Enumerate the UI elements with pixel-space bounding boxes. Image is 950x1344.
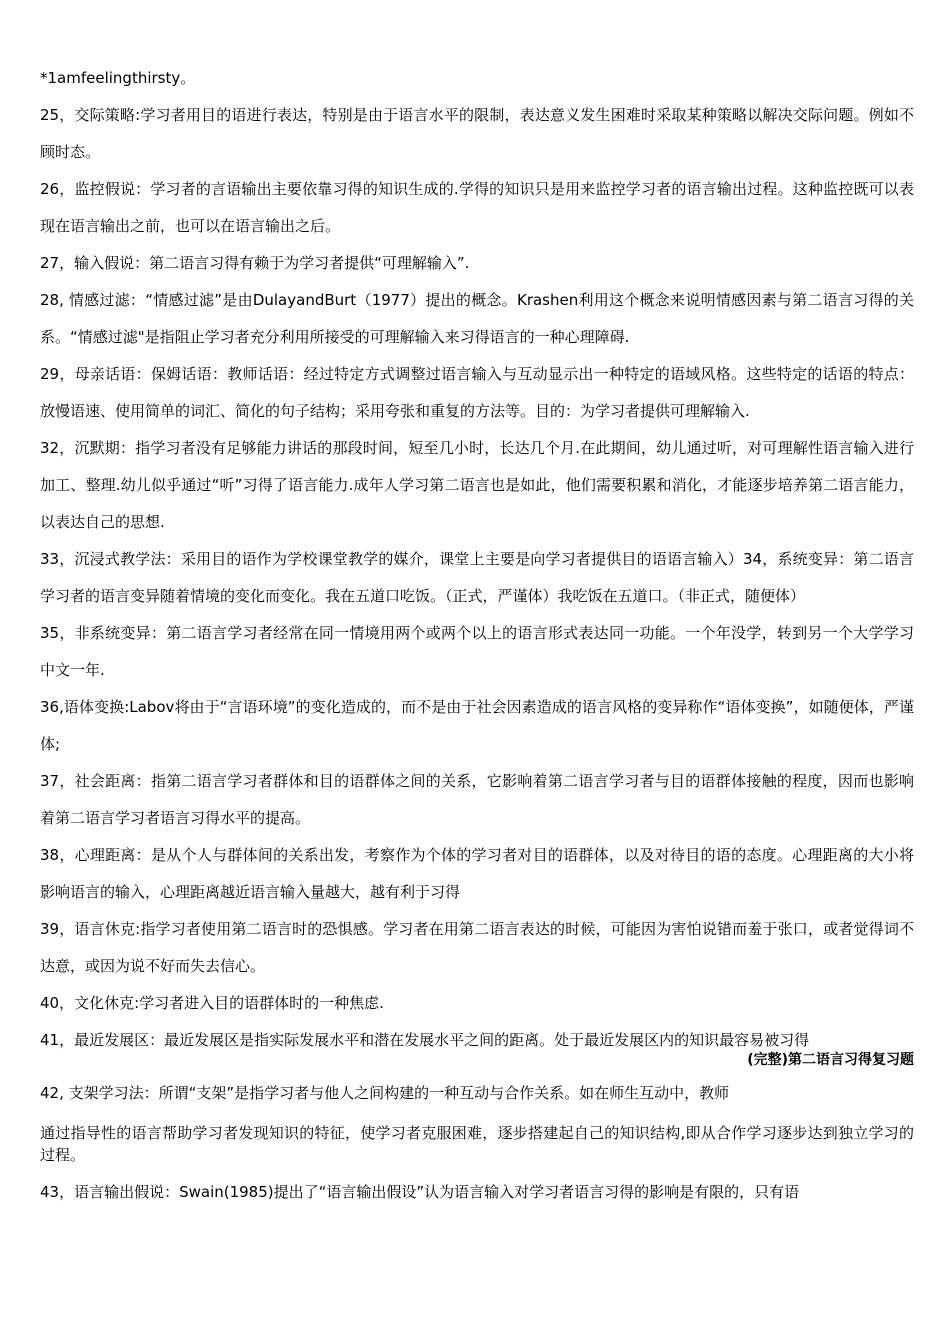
paragraph-25-communication-strategy: 25，交际策略:学习者用目的语进行表达，特别是由于语言水平的限制，表达意义发生困难时采取某种策略以解决交际问题。例如不顾时态。 <box>40 106 914 161</box>
paragraph-28-affective-filter: 28, 情感过滤：“情感过滤”是由DulayandBurt（1977）提出的概念。Krashen利用这个概念来说明情感因素与第二语言习得的关系。“情感过滤"是指阻止学习者充分利用所接受的可理解输入来习得语言的一种心理障碍. <box>40 291 914 346</box>
paragraph-29-caretaker-speech: 29，母亲话语：保姆话语：教师话语：经过特定方式调整过语言输入与互动显示出一种特定的语域风格。这些特定的话语的特点：放慢语速、使用简单的词汇、简化的句子结构；采用夸张和重复的方法等。目的：为学习者提供可理解输入. <box>40 365 914 420</box>
paragraph-42-continuation: 通过指导性的语言帮助学习者发现知识的特征，使学习者克服困难，逐步搭建起自己的知识结构,即从合作学习逐步达到独立学习的过程。 <box>40 1124 914 1164</box>
paragraph-40-culture-shock: 40，文化休克:学习者进入目的语群体时的一种焦虑. <box>40 994 384 1012</box>
paragraph-39-language-shock: 39，语言休克:指学习者使用第二语言时的恐惧感。学习者在用第二语言表达的时候，可能因为害怕说错而羞于张口，或者觉得词不达意，或因为说不好而失去信心。 <box>40 920 914 975</box>
paragraph-26-monitor-hypothesis: 26，监控假说：学习者的言语输出主要依靠习得的知识生成的.学得的知识只是用来监控学习者的语言输出过程。这种监控既可以表现在语言输出之前，也可以在语言输出之后。 <box>40 180 914 235</box>
paragraph-43-output-hypothesis: 43，语言输出假说：Swain(1985)提出了“语言输出假设”认为语言输入对学习者语言习得的影响是有限的，只有语 <box>40 1183 800 1201</box>
paragraph-42-scaffolding: 42, 支架学习法：所谓“支架”是指学习者与他人之间构建的一种互动与合作关系。如在师生互动中，教师 <box>40 1084 730 1102</box>
paragraph-37-social-distance: 37，社会距离：指第二语言学习者群体和目的语群体之间的关系，它影响着第二语言学习者与目的语群体接触的程度，因而也影响着第二语言学习者语言习得水平的提高。 <box>40 772 914 827</box>
paragraph-27-input-hypothesis: 27，输入假说：第二语言习得有赖于为学习者提供“可理解输入”. <box>40 254 470 272</box>
paragraph-41-zpd: 41，最近发展区：最近发展区是指实际发展水平和潜在发展水平之间的距离。处于最近发展区内的知识最容易被习得 <box>40 1031 810 1049</box>
paragraph-33-immersion: 33，沉浸式教学法：采用目的语作为学校课堂教学的媒介，课堂上主要是向学习者提供目的语语言输入）34，系统变异：第二语言学习者的语言变异随着情境的变化而变化。我在五道口吃饭。（正式，严谨体）我吃饭在五道口。（非正式，随便体） <box>40 550 914 605</box>
paragraph-32-silent-period: 32，沉默期：指学习者没有足够能力讲话的那段时间，短至几小时，长达几个月.在此期间，幼儿通过听，对可理解性语言输入进行加工、整理.幼儿似乎通过“听”习得了语言能力.成年人学习第二语言也是如此，他们需要积累和消化，才能逐步培养第二语言能力，以表达自己的思想. <box>40 439 914 531</box>
paragraph-35-non-systematic-variation: 35，非系统变异：第二语言学习者经常在同一情境用两个或两个以上的语言形式表达同一功能。一个年没学，转到另一个大学学习中文一年. <box>40 624 914 679</box>
document-page <box>40 60 914 1211</box>
running-header-title: (完整)第二语言习得复习题 <box>747 1052 914 1068</box>
paragraph-example-sentence: *1amfeelingthirsty。 <box>40 69 196 87</box>
paragraph-38-psychological-distance: 38，心理距离：是从个人与群体间的关系出发，考察作为个体的学习者对目的语群体，以及对待目的语的态度。心理距离的大小将影响语言的输入，心理距离越近语言输入量越大，越有利于习得 <box>40 846 914 901</box>
paragraph-36-style-shifting: 36,语体变换:Labov将由于“言语环境”的变化造成的，而不是由于社会因素造成的语言风格的变异称作“语体变换”，如随便体，严谨体; <box>40 698 914 753</box>
